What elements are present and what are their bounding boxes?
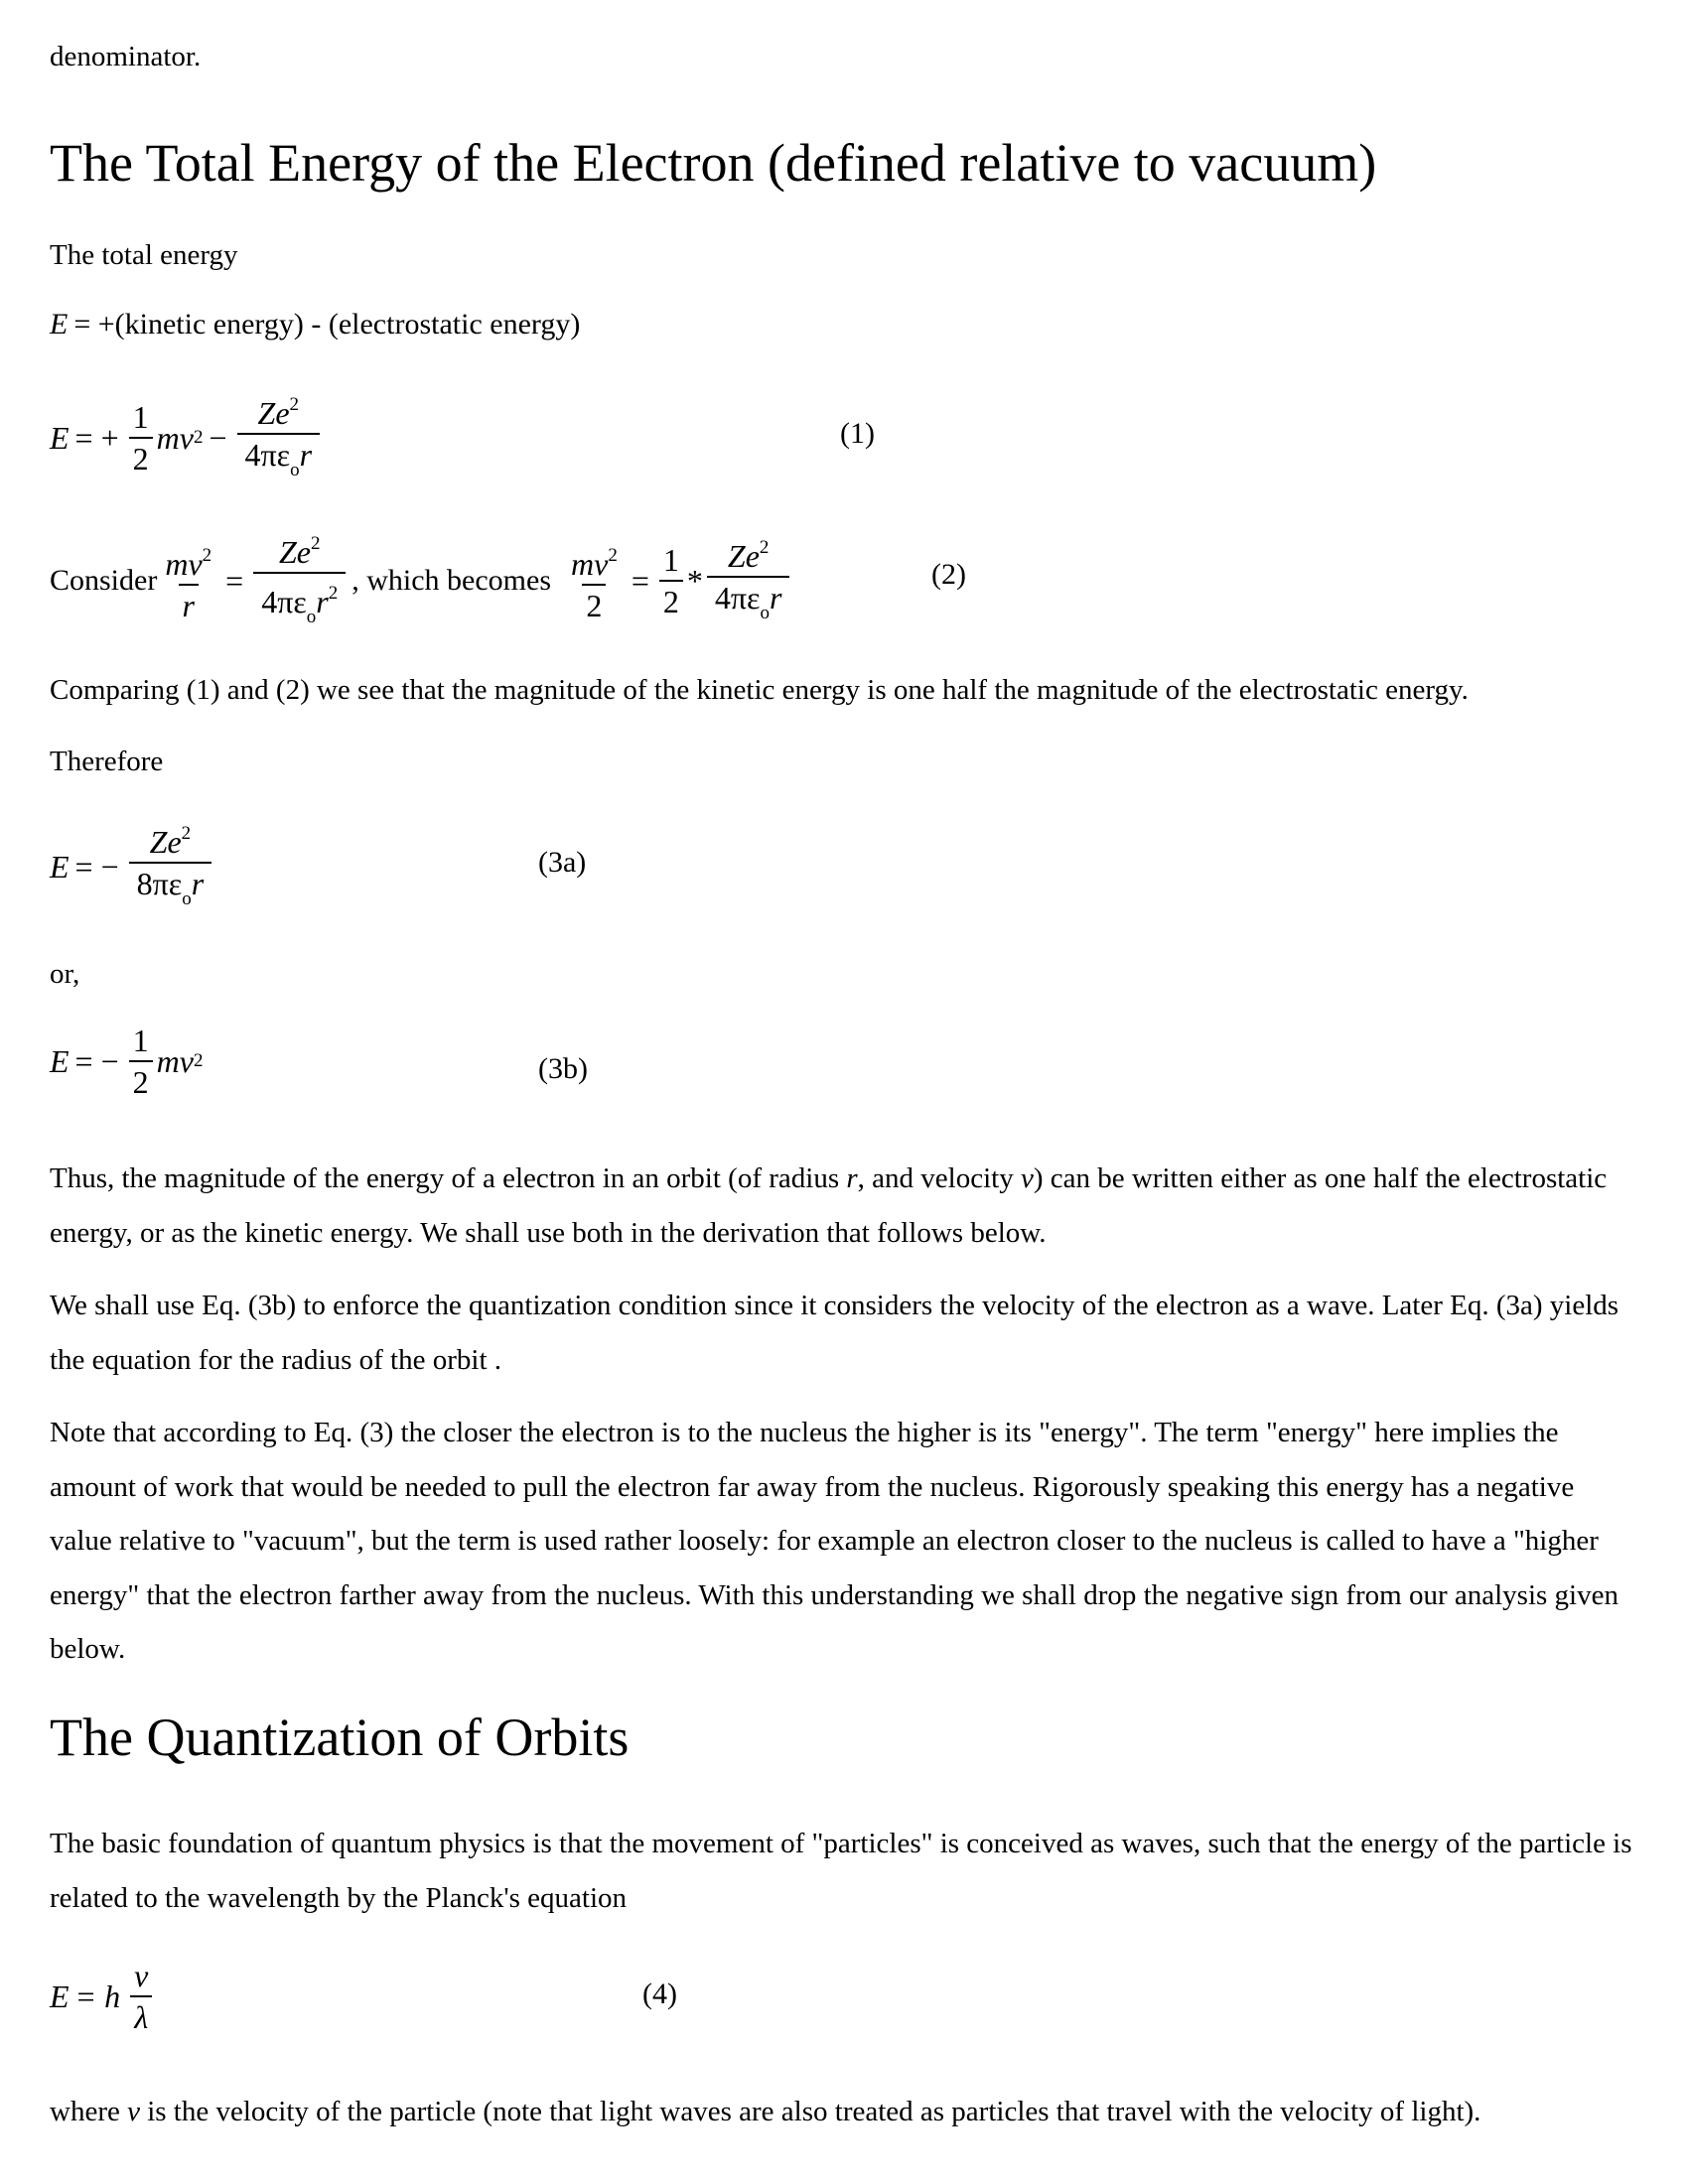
eq0-lhs: E [50,308,69,341]
equation-3a-label: (3a) [538,846,587,879]
thus-r-symbol: r [846,1162,858,1194]
eq2-one: 1 [662,542,679,578]
eq1-minus: − [209,419,227,456]
eq2-equals: = [225,562,244,599]
equation-3b [50,1023,203,1100]
eq2-r: r [179,584,199,623]
document-page [50,0,1638,2184]
eq4-lambda: λ [130,1995,152,2035]
paragraph-therefore: Therefore [50,746,164,777]
eq4-fraction [130,1958,152,2035]
eq2-r-b: r [769,580,782,615]
eq2-ze: Ze [278,534,311,570]
eq3a-8pieps: 8πε [136,866,183,901]
eq2-lhs-fraction [161,538,215,623]
eq4-v: v [134,1958,149,1993]
eq2-two-b: 2 [659,580,683,619]
eq1-ze: Ze [257,395,290,431]
eq2-half-fraction [659,542,683,619]
eq3b-half-fraction [129,1023,153,1100]
eq2-consider: Consider [50,564,158,597]
top-fragment: denominator. [50,41,202,72]
paragraph-we-shall: We shall use Eq. (3b) to enforce the quantization condition since it considers the velocity of the electron as a wave. Later Eq. (3a) yields the equation for the radius of the orbit . [50,1290,1619,1376]
eq3a-eps-sub: o [182,888,192,909]
paragraph-where [50,2085,1638,2139]
eq2-star: * [686,562,703,599]
eq3a-r: r [191,866,205,901]
eq2-mv-sq: 2 [202,545,212,566]
eq2-coulomb-fraction [707,530,790,631]
paragraph-note: Note that according to Eq. (3) the closer the electron is to the nucleus the higher is its "energy". The term "energy" here implies the amount of work that would be needed to pull the electron far away from the nucleus. Rigorously speaking this energy has a negative value relative to "vacuum", but the term is used rather loosely: for example an electron closer to the nucleus is called to have a "higher energy" that the electron farther away from the nucleus. With this understanding we shall drop the negative sign from our analysis given below. [50,1417,1618,1665]
eq4-equals-h: = h [74,1978,121,2014]
eq1-ze-sq: 2 [289,394,300,415]
thus-text-b: , and velocity [857,1162,1021,1194]
where-text-a: where [50,2096,128,2127]
heading-quantization: The Quantization of Orbits [50,1707,630,1767]
eq1-half-num: 1 [132,399,149,435]
eq1-mv-sq: 2 [193,427,204,448]
eq1-equals: = + [74,419,119,456]
equation-2-label: (2) [931,558,966,591]
eq2-ze-b-sq: 2 [759,537,770,558]
eq1-r: r [299,437,313,473]
eq2-eps-sub: o [306,607,317,627]
equation-1-label: (1) [840,417,875,450]
eq2-which-becomes: , which becomes [352,564,552,597]
eq3a-fraction [129,816,212,917]
eq2-mv-b: mv [571,546,609,582]
eq2-eps-sub-b: o [760,603,770,623]
eq2-mv: mv [165,546,203,582]
equation-3b-label: (3b) [538,1052,588,1085]
equation-4 [50,1958,156,2035]
eq2-4pieps-b: 4πε [714,580,761,615]
eq2-equals-b: = [631,562,649,599]
eq3b-two: 2 [129,1060,153,1100]
equation-energy-words [50,308,586,341]
where-text-b: is the velocity of the particle (note that light waves are also treated as particles that travel with the velocity of light). [139,2096,1481,2127]
thus-v-symbol: v [1020,1162,1034,1194]
eq4-lhs: E [50,1978,70,2014]
paragraph-or: or, [50,958,80,990]
heading-total-energy: The Total Energy of the Electron (defined relative to vacuum) [50,133,1377,193]
eq2-ke-fraction [567,538,622,623]
eq1-4pieps: 4πε [244,437,291,473]
eq1-coulomb-fraction [237,387,321,488]
thus-text-c: ) can be written either as one half the electrostatic energy, or as the kinetic energy. We shall use both in the derivation that follows below. [50,1162,1608,1249]
eq1-eps-sub: o [290,460,300,480]
eq2-r2: r [316,584,329,619]
eq2-rhs-fraction [253,526,346,635]
equation-4-label: (4) [642,1978,677,2010]
eq3b-lhs: E [50,1042,70,1079]
eq1-half-fraction [129,399,153,477]
paragraph-thus [50,1152,1638,1260]
paragraph-total-energy: The total energy [50,239,238,271]
eq2-mv-b-sq: 2 [608,545,618,566]
equation-1 [50,387,324,488]
eq2-ze-sq: 2 [310,533,321,554]
paragraph-comparing: Comparing (1) and (2) we see that the magnitude of the kinetic energy is one half the magnitude of the electrostatic energy. [50,674,1469,706]
eq3b-mv-sq: 2 [193,1050,204,1071]
eq3a-ze: Ze [149,824,182,860]
thus-text-a: Thus, the magnitude of the energy of a electron in an orbit (of radius [50,1162,847,1194]
equation-2 [50,526,793,635]
eq3a-lhs: E [50,848,70,885]
eq2-4pieps: 4πε [261,584,307,619]
eq2-r-sq: 2 [328,583,339,604]
eq3a-equals: = − [74,848,119,885]
eq1-lhs: E [50,419,70,456]
equation-3a [50,816,215,917]
eq3a-ze-sq: 2 [181,823,192,844]
eq2-two: 2 [582,584,606,623]
where-v-symbol: v [127,2096,140,2127]
eq1-half-den: 2 [129,437,153,477]
paragraph-basic-foundation: The basic foundation of quantum physics is that the movement of "particles" is conceived as waves, such that the energy of the particle is related to the wavelength by the Planck's equation [50,1828,1632,1914]
eq2-ze-b: Ze [727,538,760,574]
eq3b-mv: mv [156,1042,194,1079]
eq3b-one: 1 [132,1023,149,1058]
eq0-rhs: = +(kinetic energy) - (electrostatic energy) [73,308,581,341]
eq1-mv: mv [156,419,194,456]
eq3b-equals: = − [74,1042,119,1079]
